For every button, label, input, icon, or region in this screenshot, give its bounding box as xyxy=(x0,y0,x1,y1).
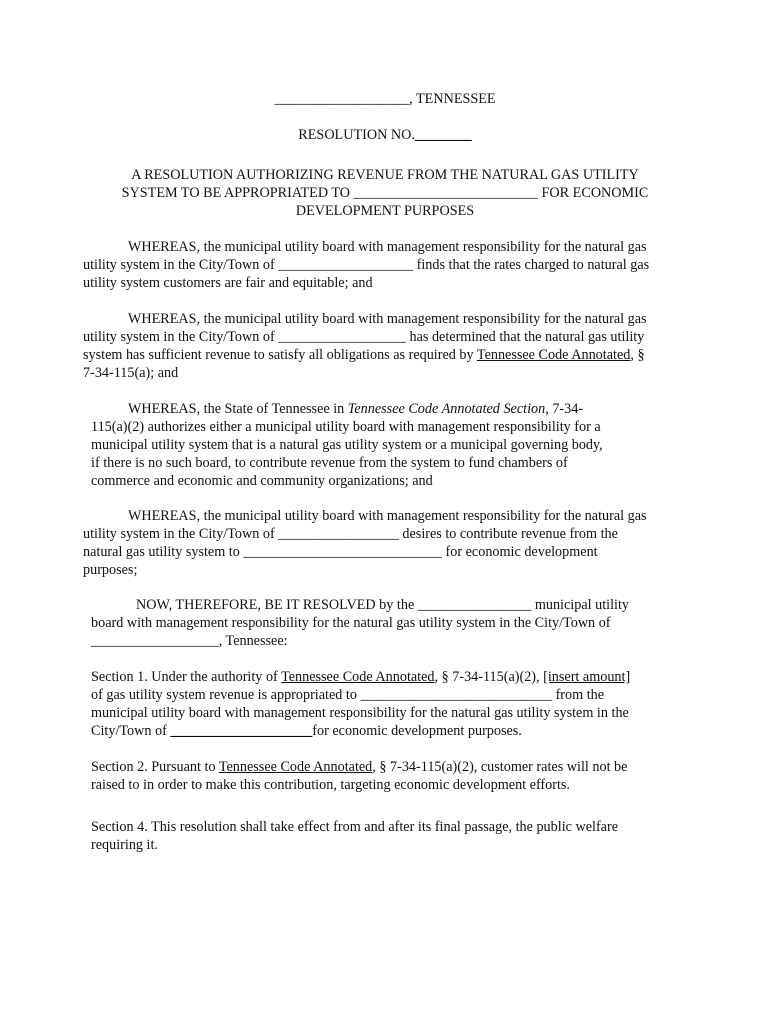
paragraph-line: requiring it. xyxy=(91,837,158,853)
paragraph-line: if there is no such board, to contribute revenue from the system to fund chambers of xyxy=(91,455,568,471)
paragraph-line: utility system customers are fair and equitable; and xyxy=(83,275,373,291)
paragraph-line: purposes; xyxy=(83,562,138,578)
paragraph-line: of gas utility system revenue is appropriated to ___________________________ from the xyxy=(91,687,605,703)
insert-amount-placeholder: [insert amount] xyxy=(543,669,631,685)
paragraph-line: City/Town of ____________________for economic development purposes. xyxy=(91,723,522,739)
paragraph-line: 7-34-115(a); and xyxy=(83,365,179,381)
tca-section-italic: Tennessee Code Annotated Section, xyxy=(347,401,549,417)
paragraph-line: __________________, Tennessee: xyxy=(91,633,288,649)
resolution-title-line-2: SYSTEM TO BE APPROPRIATED TO __________________________ FOR ECONOMIC xyxy=(121,185,649,201)
paragraph-line: Section 1. Under the authority of Tennessee Code Annotated, § 7-34-115(a)(2), [insert amount] xyxy=(91,669,631,685)
paragraph-line: WHEREAS, the State of Tennessee in Tennessee Code Annotated Section, 7-34- xyxy=(128,401,584,417)
paragraph-line: WHEREAS, the municipal utility board with management responsibility for the natural gas xyxy=(128,311,647,327)
paragraph-line: NOW, THEREFORE, BE IT RESOLVED by the ________________ municipal utility xyxy=(136,597,630,613)
paragraph-line: commerce and economic and community organizations; and xyxy=(91,473,433,489)
paragraph-line: 115(a)(2) authorizes either a municipal utility board with management responsibility for a xyxy=(91,419,601,435)
tca-reference: Tennessee Code Annotated xyxy=(476,347,631,363)
paragraph-line: WHEREAS, the municipal utility board with management responsibility for the natural gas xyxy=(128,239,647,255)
paragraph-line: Section 4. This resolution shall take effect from and after its final passage, the public welfare xyxy=(91,819,619,835)
city-tennessee-heading: ___________________, TENNESSEE xyxy=(274,91,496,107)
paragraph-line: raised to in order to make this contribution, targeting economic development efforts. xyxy=(91,777,570,793)
city-town-blank: ____________________ xyxy=(170,723,313,739)
paragraph-line: Section 2. Pursuant to Tennessee Code Annotated, § 7-34-115(a)(2), customer rates will not be xyxy=(91,759,628,775)
resolution-title-line-1: A RESOLUTION AUTHORIZING REVENUE FROM THE NATURAL GAS UTILITY xyxy=(131,167,639,183)
paragraph-line: system has sufficient revenue to satisfy all obligations as required by Tennessee Code Annotated, § xyxy=(83,347,645,363)
paragraph-line: WHEREAS, the municipal utility board with management responsibility for the natural gas xyxy=(128,508,647,524)
resolution-title-line-3: DEVELOPMENT PURPOSES xyxy=(295,203,475,219)
paragraph-line: municipal utility board with management responsibility for the natural gas utility system in the xyxy=(91,705,629,721)
paragraph-line: municipal utility system that is a natural gas utility system or a municipal governing body, xyxy=(91,437,603,453)
resolution-number-blank: ________ xyxy=(414,127,472,143)
resolution-number-heading xyxy=(0,126,770,144)
paragraph-line: board with management responsibility for the natural gas utility system in the City/Town of xyxy=(91,615,611,631)
paragraph-line: utility system in the City/Town of _________________ desires to contribute revenue from the xyxy=(83,526,618,542)
paragraph-line: utility system in the City/Town of __________________ has determined that the natural gas utility xyxy=(83,329,645,345)
tca-reference: Tennessee Code Annotated xyxy=(218,759,373,775)
resolution-label: RESOLUTION NO. xyxy=(298,127,415,143)
paragraph-line: natural gas utility system to ____________________________ for economic development xyxy=(83,544,598,560)
paragraph-line: utility system in the City/Town of ___________________ finds that the rates charged to natural gas xyxy=(83,257,650,273)
tca-reference: Tennessee Code Annotated xyxy=(281,669,435,685)
